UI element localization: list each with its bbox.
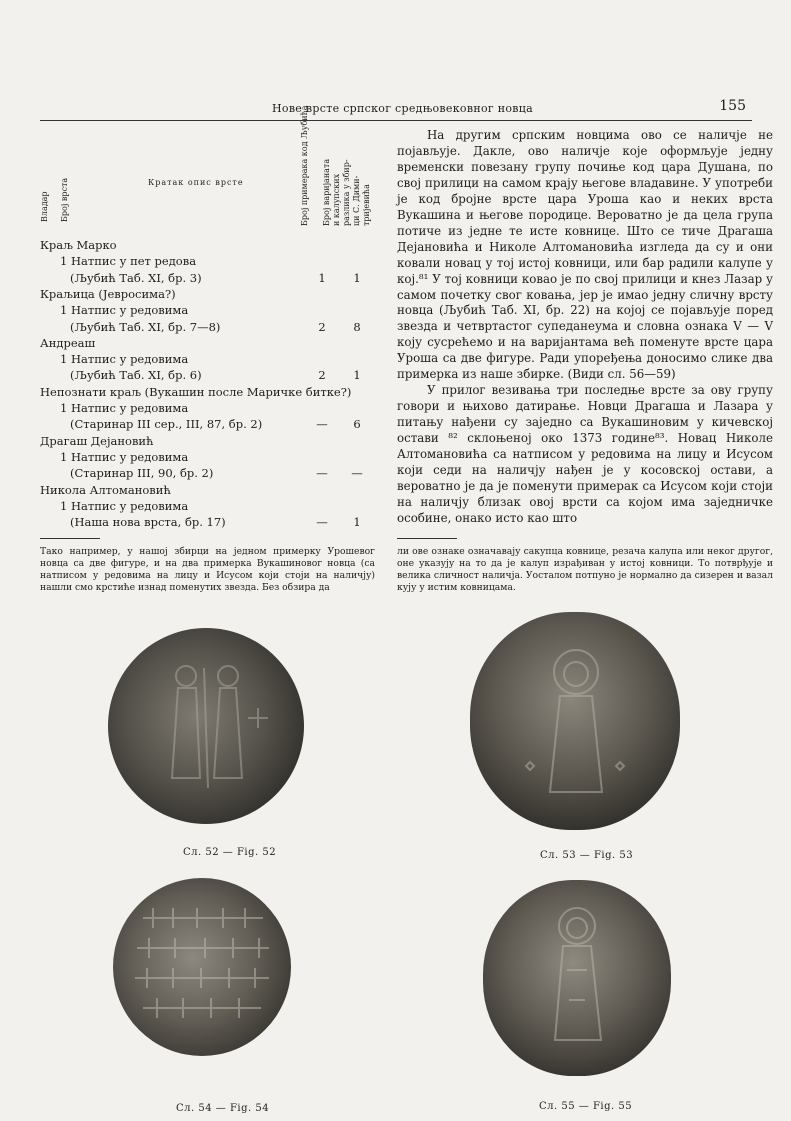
count-ljubic: — xyxy=(316,466,328,481)
footnote-right: ли ове ознаке означавају сакупца ковнице, резача калупа или неког другог, оне указују на то да је калуп израђиван у истој ковници. То потврђује и велика сличност наличја. Уосталом потпуно је нормално да сизерен и вазал кују у истим ковницама. xyxy=(397,546,773,593)
reference: (Љубић Таб. XI, бр. 7—8) xyxy=(70,319,221,334)
ruler-name: Драгаш Дејановић xyxy=(40,433,154,448)
table-row xyxy=(40,385,370,401)
paragraph: У прилог везивања три последње врсте за ову групу говори и њихово датирање. Новци Драгаша и Лазара у питању нађени су заједно са Вукашиновим у кичевској остави ⁸² склоњеној око 1373 године⁸³. Новац Николе Алтомановића са натписом у редовима на лицу и Исусом који седи на наличју нађен је у косовској остави, а вероватно је да је поменути примерак са Исусом који стоји на наличју близак овој врсти са којом има заједничке особине, онако исто као што xyxy=(397,383,773,525)
figure-caption-54: Сл. 54 — Fig. 54 xyxy=(176,1103,270,1114)
christ-standing-coin-icon xyxy=(483,880,671,1076)
type-description: 1 Натпис у редовима xyxy=(60,449,189,464)
running-title: Нове врсте српског средњовековног новца xyxy=(272,102,534,115)
figure-caption-55: Сл. 55 — Fig. 55 xyxy=(539,1101,633,1112)
table-row xyxy=(40,401,370,417)
footnote-rule xyxy=(40,538,100,539)
table-row xyxy=(40,287,370,303)
table-row xyxy=(40,450,370,466)
figure-caption-53: Сл. 53 — Fig. 53 xyxy=(540,850,634,861)
table-row xyxy=(40,499,370,515)
table-row xyxy=(40,434,370,450)
type-description: 1 Натпис у редовима xyxy=(60,498,189,513)
table-row xyxy=(40,271,370,287)
table-row xyxy=(40,352,370,368)
body-text-right xyxy=(397,128,773,527)
count-variants: 1 xyxy=(353,270,361,285)
count-variants: 8 xyxy=(353,319,361,334)
header-description: Кратак опис врсте xyxy=(148,178,244,187)
coin-image-55 xyxy=(483,880,671,1076)
ruler-name: Андреаш xyxy=(40,335,96,350)
reference: (Љубић Таб. XI, бр. 3) xyxy=(70,270,202,285)
table-row xyxy=(40,466,370,482)
page-number: 155 xyxy=(719,98,746,114)
table-row xyxy=(40,483,370,499)
table-row xyxy=(40,417,370,433)
ruler-name: Краљица (Јевросима?) xyxy=(40,286,176,301)
header-type-no: Број врста xyxy=(60,177,69,222)
ruler-name: Никола Алтомановић xyxy=(40,482,171,497)
footnote-left: Тако например, у нашој збирци на једном примерку Урошевог новца са две фигуре, и на два примерка Вукашиновог новца (са натписом у редовима на лицу и Исусом који стоји на наличју) нашли смо крстиће изнад поменутих звезда. Без обзира да xyxy=(40,546,375,593)
type-description: 1 Натпис у редовима xyxy=(60,401,189,415)
reference: (Старинар III сер., III, 87, бр. 2) xyxy=(70,417,263,432)
count-ljubic: 2 xyxy=(318,368,326,383)
count-variants: 1 xyxy=(353,515,361,530)
coin-image-52 xyxy=(108,628,304,824)
type-description: 1 Натпис у пет редова xyxy=(60,254,197,269)
table-row xyxy=(40,254,370,270)
christ-standing-coin-icon xyxy=(470,612,680,830)
count-ljubic: 2 xyxy=(318,319,326,334)
count-ljubic: — xyxy=(316,515,328,530)
running-header xyxy=(40,98,752,121)
table-row xyxy=(40,238,370,254)
table-row xyxy=(40,515,370,531)
table-row xyxy=(40,320,370,336)
inscription-coin-icon xyxy=(113,878,291,1056)
header-count-lj: Број примерака код Љубића xyxy=(300,105,309,226)
table-row xyxy=(40,368,370,384)
reference: (Старинар III, 90, бр. 2) xyxy=(70,466,214,481)
count-ljubic: — xyxy=(316,417,328,432)
table-row xyxy=(40,303,370,319)
count-variants: 1 xyxy=(353,368,361,383)
table-row xyxy=(40,336,370,352)
footnote-rule xyxy=(397,538,457,539)
type-description: 1 Натпис у редовима xyxy=(60,303,189,318)
count-variants: — xyxy=(351,466,363,481)
figure-caption-52: Сл. 52 — Fig. 52 xyxy=(183,847,277,858)
ruler-name: Непознати краљ (Вукашин после Маричке битке?) xyxy=(40,384,352,399)
type-description: 1 Натпис у редовима xyxy=(60,352,189,367)
count-ljubic: 1 xyxy=(318,270,326,285)
reference: (Наша нова врста, бр. 17) xyxy=(70,515,226,530)
count-variants: 6 xyxy=(353,417,361,432)
paragraph: На другим српским новцима ово се наличје не појављује. Дакле, ово наличје које оформљује једну временски повезану групу почиње код цара Душана, по свој прилици на самом крају његове владавине. У употреби је код бројне врсте цара Уроша као и неких врста Вукашина и његове породице. Вероватно је да цела група потиче из једне те исте ковнице. Што се тиче Драгаша Дејановића и Николе Алтомановића изгледа да су и они ковали новац у тој истој ковници, или бар радили калупе у кој.⁸¹ У тој ковници ковао је по свој прилици и кнез Лазар у самом почетку свог ковања, јер је имао једну сличну врсту новца (Љубић Таб. XI, бр. 22) на којој се појављује поред звезда и четвртастог супеданеума и словна ознака V — V коју сусрећемо и на варијантама већ поменуте врсте цара Уроша са две фигуре. Ради упоређења доносимо слике два примерка из наше збирке. (Види сл. 56—59) xyxy=(397,128,773,382)
ruler-name: Краљ Марко xyxy=(40,238,117,252)
coin-image-54 xyxy=(113,878,291,1056)
header-count-var: Број варијаната и калупских разлика у збир- ци С. Дими- тријевића xyxy=(322,158,371,226)
header-ruler: Владар xyxy=(40,191,49,222)
two-figures-coin-icon xyxy=(108,628,304,824)
reference: (Љубић Таб. XI, бр. 6) xyxy=(70,368,202,383)
coin-image-53 xyxy=(470,612,680,830)
